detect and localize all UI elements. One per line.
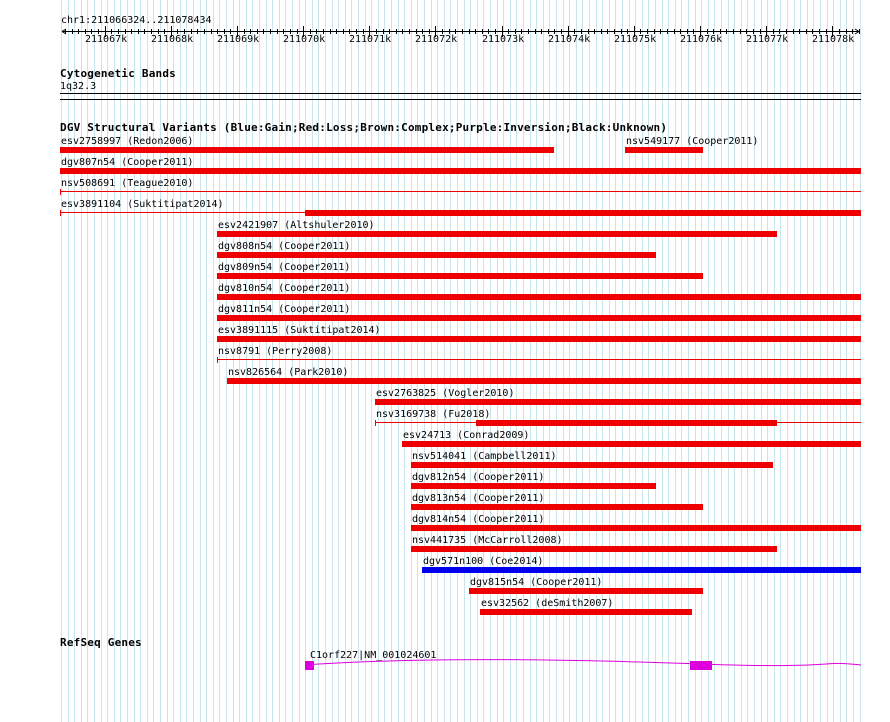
ruler-tick-label: 211073k [482, 34, 525, 45]
ruler-tick-label: 211068k [151, 34, 194, 45]
ruler-tick-label: 211077k [746, 34, 789, 45]
sv-feature-glyph[interactable] [0, 566, 890, 574]
sv-label[interactable]: dgv809n54 (Cooper2011) [218, 262, 351, 273]
ruler-tick-label: 211071k [349, 34, 392, 45]
cytoband-line-top [60, 93, 861, 94]
cytoband-label[interactable]: 1q32.3 [60, 81, 97, 92]
ruler-tick-label: 211070k [283, 34, 326, 45]
sv-label[interactable]: esv2421907 (Altshuler2010) [218, 220, 375, 231]
sv-feature-glyph[interactable] [0, 188, 890, 196]
ruler-tick-label: 211075k [614, 34, 657, 45]
sv-feature-glyph[interactable] [0, 146, 890, 154]
sv-label[interactable]: nsv441735 (McCarroll2008) [412, 535, 563, 546]
sv-feature-glyph[interactable] [0, 230, 890, 238]
sv-feature-glyph[interactable] [0, 524, 890, 532]
sv-feature-glyph[interactable] [0, 482, 890, 490]
sv-feature-glyph[interactable] [0, 209, 890, 217]
ruler-tick-label: 211076k [680, 34, 723, 45]
refseq-track-title: RefSeq Genes [60, 636, 142, 649]
sv-label[interactable]: nsv549177 (Cooper2011) [626, 136, 759, 147]
sv-label[interactable]: esv2763825 (Vogler2010) [376, 388, 515, 399]
sv-label[interactable]: nsv8791 (Perry2008) [218, 346, 333, 357]
sv-feature-glyph[interactable] [0, 356, 890, 364]
sv-feature-glyph[interactable] [0, 608, 890, 616]
ruler-tick-label: 211072k [415, 34, 458, 45]
sv-feature-glyph[interactable] [0, 503, 890, 511]
sv-label[interactable]: dgv814n54 (Cooper2011) [412, 514, 545, 525]
sv-feature-glyph[interactable] [0, 461, 890, 469]
sv-feature-glyph[interactable] [0, 272, 890, 280]
sv-label[interactable]: dgv571n100 (Coe2014) [423, 556, 544, 567]
sv-label[interactable]: dgv812n54 (Cooper2011) [412, 472, 545, 483]
sv-feature-glyph[interactable] [0, 335, 890, 343]
sv-feature-glyph[interactable] [0, 377, 890, 385]
sv-feature-glyph[interactable] [0, 545, 890, 553]
dgv-track-title: DGV Structural Variants (Blue:Gain;Red:Loss;Brown:Complex;Purple:Inversion;Black:Unknown) [60, 121, 668, 134]
sv-feature-glyph[interactable] [0, 314, 890, 322]
sv-label[interactable]: esv2758997 (Redon2006) [61, 136, 194, 147]
sv-feature-glyph[interactable] [0, 419, 890, 427]
sv-label[interactable]: esv24713 (Conrad2009) [403, 430, 530, 441]
sv-label[interactable]: nsv514041 (Campbell2011) [412, 451, 557, 462]
sv-label[interactable]: dgv808n54 (Cooper2011) [218, 241, 351, 252]
cytoband-track-title: Cytogenetic Bands [60, 67, 176, 80]
exon [690, 661, 712, 670]
sv-label[interactable]: dgv810n54 (Cooper2011) [218, 283, 351, 294]
sv-feature-glyph[interactable] [0, 251, 890, 259]
ruler-tick-label: 211069k [217, 34, 260, 45]
sv-label[interactable]: dgv811n54 (Cooper2011) [218, 304, 351, 315]
sv-feature-glyph[interactable] [0, 587, 890, 595]
gene-model[interactable] [0, 655, 890, 675]
sv-label[interactable]: nsv826564 (Park2010) [228, 367, 349, 378]
sv-label[interactable]: dgv815n54 (Cooper2011) [470, 577, 603, 588]
ruler-tick-label: 211074k [548, 34, 591, 45]
sv-feature-glyph[interactable] [0, 440, 890, 448]
ruler [0, 0, 890, 60]
sv-label[interactable]: esv32562 (deSmith2007) [481, 598, 614, 609]
sv-label[interactable]: esv3891115 (Suktitipat2014) [218, 325, 381, 336]
sv-label[interactable]: dgv807n54 (Cooper2011) [61, 157, 194, 168]
sv-label[interactable]: nsv508691 (Teague2010) [61, 178, 194, 189]
sv-feature-glyph[interactable] [0, 398, 890, 406]
exon [305, 661, 314, 670]
ruler-location: chr1:211066324..211078434 [61, 15, 212, 26]
sv-feature-glyph[interactable] [0, 167, 890, 175]
sv-label[interactable]: dgv813n54 (Cooper2011) [412, 493, 545, 504]
cytoband-line-bottom [60, 99, 861, 100]
sv-label[interactable]: nsv3169738 (Fu2018) [376, 409, 491, 420]
sv-feature-glyph[interactable] [0, 293, 890, 301]
sv-label[interactable]: esv3891104 (Suktitipat2014) [61, 199, 224, 210]
gene-label[interactable]: C1orf227|NM_001024601 [310, 650, 437, 661]
ruler-tick-label: 211078k [812, 34, 855, 45]
ruler-tick-label: 211067k [85, 34, 128, 45]
